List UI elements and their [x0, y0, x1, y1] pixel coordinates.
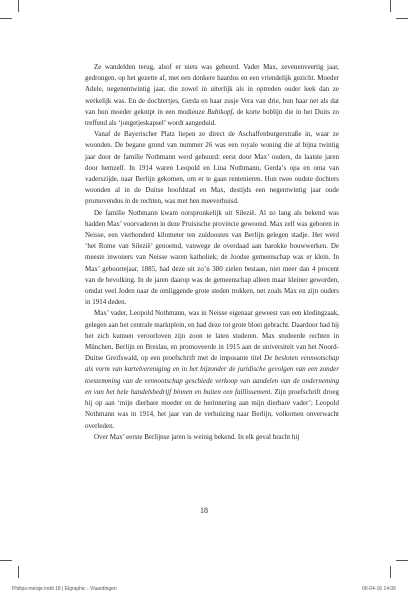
paragraph: Over Max’ eerste Berlijnse jaren is weinig bekend. In elk geval bracht hij: [94, 432, 300, 441]
crop-mark-top-right-v: [390, 0, 391, 12]
paragraph: Vanaf de Bayerischer Platz liepen ze direct de Aschaffenburgerstraße in, waar ze woonden. De begane grond van nummer 26 was een royale woning die al bijna twintig jaar door de familie Nothmann werd gehuurd: eerst door Max’ ouders, de laatste jaren door hemzelf. In 1914 waren Leopold en Lina Nothmann, Gerda’s opa en oma van vaderszijde, naar Berlijn gekomen, om er te gaan rentenieren. Hun twee oudste dochters woonden al in de Duitse hoofdstad en Max, destijds een negentwintig jaar oude promovendus in de rechten, was met hen meeverhuisd.: [85, 130, 339, 206]
paragraph: De familie Nothmann kwam oorspronkelijk uit Silezië. Al zo lang als bekend was hadden Max’ voorvaderen in deze Pruisische provincie gewoond. Max zelf was geboren in Neisse, een vierhonderd kilometer ten zuidoosten van Berlijn gelegen stadje. Het werd ‘het Rome van Silezië’ genoemd, vanwege de overdaad aan barokke bouwwerken. De meeste inwoners van Neisse waren katholiek; de Joodse gemeenschap was er klein. In Max’ geboortejaar, 1885, had deze uit zo’n 380 zielen bestaan, niet meer dan 4 procent van de bevolking. In de jaren daarop was de gemeenschap alleen maar kleiner geworden, omdat veel Joden naar de omliggende grote steden trokken, net zoals Max en zijn ouders in 1914 deden.: [85, 208, 339, 307]
body-text: [85, 62, 339, 443]
italic-title: De besloten vennootschap als vorm van kartelvereniging en in het bijzonder de juridische gevolgen van een zonder toestemming van de vennootschap geschiede verkoop van aandelen van de onderneming en van het hele handelsbedrijf binnen en buiten een faillissement: [85, 354, 339, 396]
paragraph: Max’ vader, Leopold Nothmann, was in Neisse eigenaar geweest van een kledingzaak, gelegen aan het centrale marktplein, en had deze tot grote bloei gebracht. Daardoor had hij het zich kunnen veroorloven zijn zoon te laten studeren. Max studeerde rechten in München, Berlijn en Breslau, en promoveerde in 1915 aan de universiteit van het Noord-Duitse Greifswald, op een proefschrift met de imposante titel De besloten vennootschap als vorm van kartelvereniging en in het bijzonder de juridische gevolgen van een zonder toestemming van de vennootschap geschiede verkoop van aandelen van de onderneming en van het hele handelsbedrijf binnen en buiten een faillissement. Zijn proefschrift droeg hij op aan ‘mijn dierbare moeder en de herinnering aan mijn dierbare vader’; Leopold Nothmann was in 1914, het jaar van de verhuizing naar Berlijn, volkomen onverwacht overleden.: [85, 309, 339, 430]
crop-mark-bottom-right-v: [390, 566, 391, 578]
crop-mark-bottom-right-h: [396, 560, 408, 561]
crop-mark-bottom-left-h: [0, 560, 12, 561]
crop-mark-bottom-left-v: [18, 566, 19, 578]
crop-mark-top-right-h: [396, 18, 408, 19]
italic-title: Bubikopf: [207, 107, 233, 116]
print-slug-file-info: Philips-meisje.indd 18 | Elgraphic - Vlaardingen: [12, 586, 117, 592]
crop-mark-top-left-v: [18, 0, 19, 12]
crop-mark-top-left-h: [0, 18, 12, 19]
page-number: 18: [200, 506, 208, 515]
print-slug-timestamp: 06-04-16 14:06: [362, 586, 396, 592]
paragraph: Ze wandelden terug, alsof er niets was gebeurd. Vader Max, zevenenveertig jaar, gedrongen, op het gezette af, met een donkere haardos en een vriendelijk gezicht. Moeder Adele, negenentwintig jaar, die zowel in uiterlijk als in optreden ouder leek dan ze werkelijk was. En de dochtertjes, Gerda en haar zusje Vera van drie, hun haar net als dat van hun moeder geknipt in een modieuze Bubikopf, de korte boblijn die in het Duits zo treffend als ‘jongetjeskapsel’ wordt aangeduid.: [85, 63, 339, 128]
